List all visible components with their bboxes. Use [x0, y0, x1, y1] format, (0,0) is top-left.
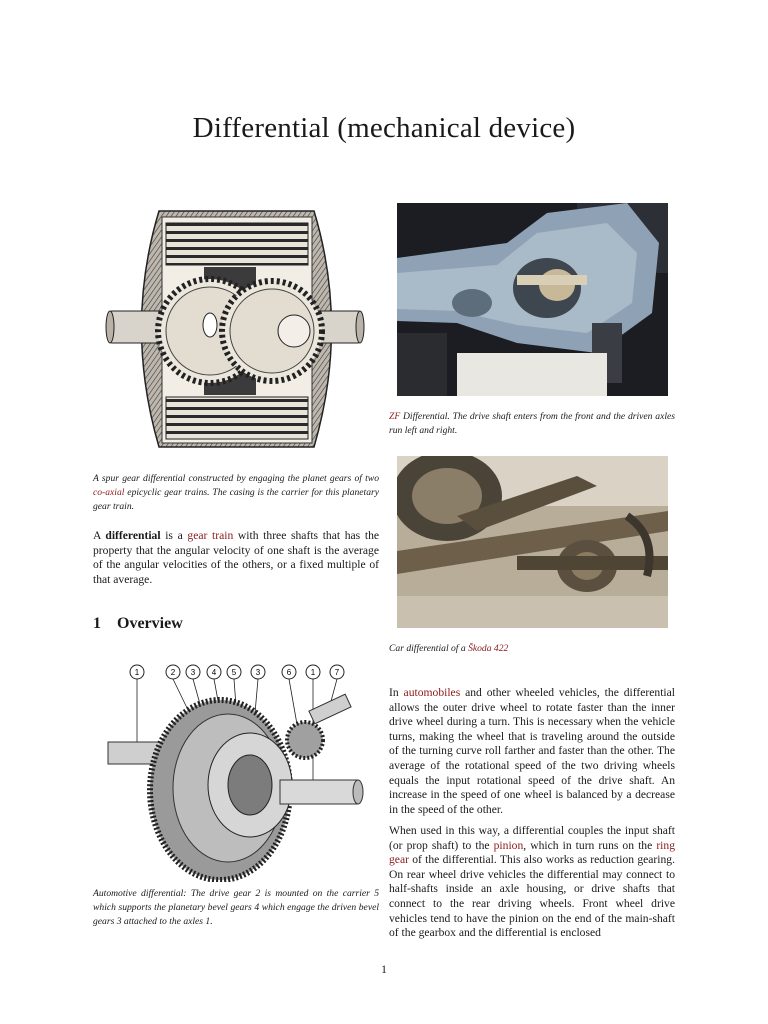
callout-3b — [251, 665, 265, 679]
rt-p2-text-c: of the differential. This also works as reduction gearing. On rear wheel drive vehicles the differential may connect to half-shafts inside an axle housing, or drive shafts that connect to the rear driving wheels. Front wheel drive vehicles tend to have the pinion on the end of the main-shaft of the gearbox and the differential is enclosed — [389, 853, 675, 940]
page-title: Differential (mechanical device) — [192, 112, 576, 144]
svg-text:4: 4 — [211, 668, 217, 677]
zf-figure-caption — [389, 410, 675, 438]
spur-caption-text-b: epicyclic gear trains. The casing is the carrier for this planetary gear train. — [93, 487, 379, 512]
rt-p1-text-b: and other wheeled vehicles, the differential allows the outer drive wheel to rotate faster than the inner drive wheel during a turn. This is necessary when the vehicle turns, making the wheel that is traveling around the outside of the turning curve roll farther and faster than the other. The average of the rotational speed of the two driving wheels equals the input rotational speed of the drive shaft. An increase in the speed of one wheel is balanced by a decrease in the speed of the other. — [389, 686, 676, 816]
svg-text:3: 3 — [255, 668, 261, 677]
pinion-link[interactable]: pinion — [493, 838, 524, 852]
zf-caption-text: Differential. The drive shaft enters from the front and the driven axles run left and right. — [389, 411, 675, 436]
callout-2 — [166, 665, 180, 679]
callout-4 — [207, 665, 221, 679]
intro-text-c: with three shafts that has the property that the angular velocity of one shaft is the average of the angular velocities of the others, or a fixed multiple of that average. — [93, 529, 380, 586]
svg-text:7: 7 — [334, 668, 340, 677]
skoda-figure-caption — [389, 642, 675, 656]
callout-3a — [186, 665, 200, 679]
callout-1b — [306, 665, 320, 679]
differential-term: differential — [105, 529, 161, 542]
gear-train-link[interactable]: gear train — [187, 529, 234, 542]
svg-text:3: 3 — [190, 668, 196, 677]
page-number: 1 — [381, 962, 387, 976]
section-title: Overview — [117, 615, 183, 632]
svg-text:1: 1 — [134, 668, 140, 677]
skoda-differential-photo — [397, 456, 668, 628]
spur-gear-figure-caption — [93, 472, 379, 514]
co-axial-link[interactable]: co-axial — [93, 487, 125, 498]
skoda-422-link[interactable]: Škoda 422 — [468, 643, 509, 654]
right-column-paragraph-1 — [389, 686, 675, 817]
intro-paragraph — [93, 529, 379, 587]
intro-text-b: is a — [160, 529, 188, 542]
rt-p2-text-a: When used in this way, a differential couples the input shaft (or prop shaft) to the — [389, 824, 675, 852]
svg-text:6: 6 — [286, 668, 292, 677]
svg-text:2: 2 — [170, 668, 176, 677]
zf-differential-photo — [397, 203, 668, 396]
zf-link[interactable]: ZF — [389, 411, 401, 422]
section-heading-overview — [93, 615, 379, 633]
section-number: 1 — [93, 615, 101, 632]
spur-caption-text-a: A spur gear differential constructed by engaging the planet gears of two — [93, 473, 379, 484]
callout-5 — [227, 665, 241, 679]
automotive-figure-caption: Automotive differential: The drive gear 2 is mounted on the carrier 5 which supports the planetary bevel gears 4 which engage the driven bevel gears 3 attached to the axles 1. — [93, 888, 379, 927]
rt-p2-text-b: , which in turn runs on the — [523, 838, 657, 852]
ring-gear-link[interactable]: ring gear — [389, 838, 675, 867]
intro-text-a: A — [93, 529, 106, 542]
automotive-differential-illustration — [100, 660, 370, 882]
callout-1a — [130, 665, 144, 679]
callout-row — [130, 665, 344, 679]
svg-text:5: 5 — [231, 668, 237, 677]
callout-7 — [330, 665, 344, 679]
right-column-paragraph-2 — [389, 824, 675, 941]
automobiles-link[interactable]: automobiles — [403, 686, 461, 699]
callout-6 — [282, 665, 296, 679]
rt-p1-text-a: In — [389, 686, 404, 699]
spur-gear-differential-illustration — [104, 207, 366, 455]
svg-text:1: 1 — [310, 668, 316, 677]
skoda-caption-text: Car differential of a — [389, 643, 469, 654]
